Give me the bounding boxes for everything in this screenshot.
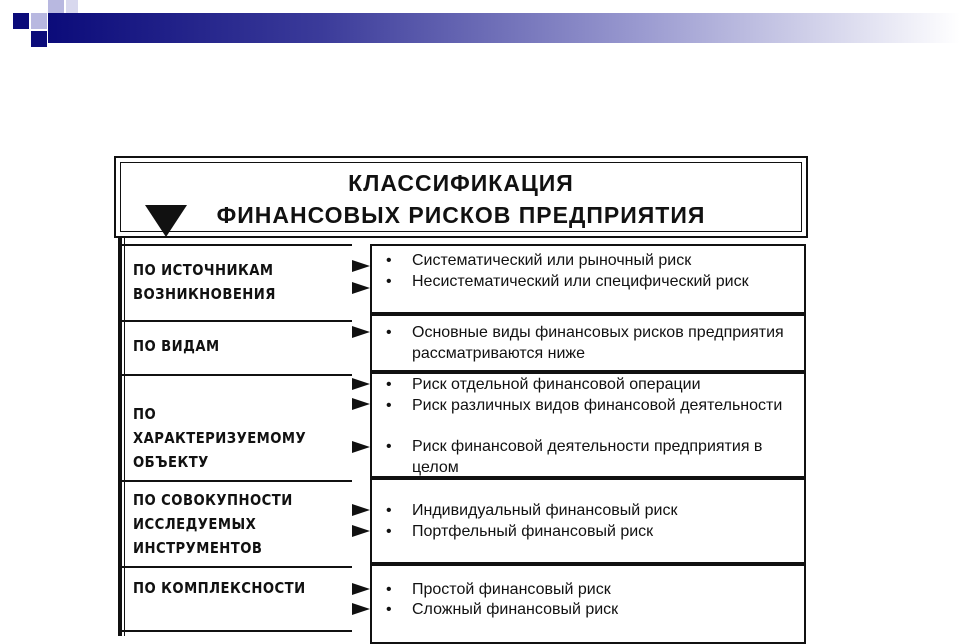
right-arrow-icon <box>352 260 370 272</box>
right-arrow-icon <box>352 441 370 453</box>
right-arrow-icon <box>352 583 370 595</box>
list-item: • Основные виды финансовых рисков предприятия рассматриваются ниже <box>386 324 784 362</box>
right-arrow-icon <box>352 378 370 390</box>
down-triangle-icon <box>145 205 187 237</box>
criterion-label: ПО КОМПЛЕКСНОСТИ <box>133 579 306 597</box>
header-square-2 <box>31 13 47 29</box>
criterion-label: ПО СОВОКУПНОСТИ ИССЛЕДУЕМЫХ ИНСТРУМЕНТОВ <box>133 491 293 557</box>
bullet-dot: • <box>386 324 392 341</box>
criterion-label: ПО ВИДАМ <box>133 337 220 355</box>
diagram-spine <box>118 238 122 636</box>
header-square-5 <box>66 0 78 13</box>
right-arrow-icon <box>352 398 370 410</box>
criterion-divider <box>122 244 352 246</box>
criterion-divider <box>122 374 352 376</box>
list-item: • Риск финансовой деятельности предприятия в целом <box>386 438 763 476</box>
bullet-dot: • <box>386 502 392 519</box>
list-item: • Риск различных видов финансовой деятельности <box>386 397 783 414</box>
list-item: • Индивидуальный финансовый риск <box>386 502 678 519</box>
list-item: • Сложный финансовый риск <box>386 601 619 618</box>
criterion-label: ПО ИСТОЧНИКАМ ВОЗНИКНОВЕНИЯ <box>133 261 276 303</box>
bullet-dot: • <box>386 438 392 455</box>
criterion-divider <box>122 480 352 482</box>
criterion-divider <box>122 566 352 568</box>
bullet-dot: • <box>386 523 392 540</box>
header-square-4 <box>48 0 64 13</box>
bullet-dot: • <box>386 397 392 414</box>
right-arrow-icon <box>352 525 370 537</box>
list-item: • Портфельный финансовый риск <box>386 523 654 540</box>
bullet-dot: • <box>386 376 392 393</box>
bullet-dot: • <box>386 273 392 290</box>
right-arrow-icon <box>352 504 370 516</box>
header-square-3 <box>31 31 47 47</box>
bullet-dot: • <box>386 252 392 269</box>
right-arrow-icon <box>352 282 370 294</box>
bullet-dot: • <box>386 601 392 618</box>
header-square-1 <box>13 13 29 29</box>
right-arrow-icon <box>352 603 370 615</box>
criterion-divider <box>122 630 352 632</box>
bullet-dot: • <box>386 581 392 598</box>
criterion-divider <box>122 320 352 322</box>
right-arrow-icon <box>352 326 370 338</box>
list-item: • Простой финансовый риск <box>386 581 611 598</box>
list-item: • Риск отдельной финансовой операции <box>386 376 701 393</box>
diagram-title-line-1: КЛАССИФИКАЦИЯ <box>348 170 574 196</box>
criterion-label: ПО ХАРАКТЕРИЗУЕМОМУ ОБЪЕКТУ <box>133 405 307 471</box>
diagram-spine-inner <box>124 238 125 636</box>
header-gradient-bar <box>48 13 960 43</box>
list-item: • Несистематический или специфический риск <box>386 273 749 290</box>
diagram-title-frame <box>114 156 808 238</box>
list-item: • Систематический или рыночный риск <box>386 252 692 269</box>
diagram-title-line-2: ФИНАНСОВЫХ РИСКОВ ПРЕДПРИЯТИЯ <box>216 202 706 228</box>
